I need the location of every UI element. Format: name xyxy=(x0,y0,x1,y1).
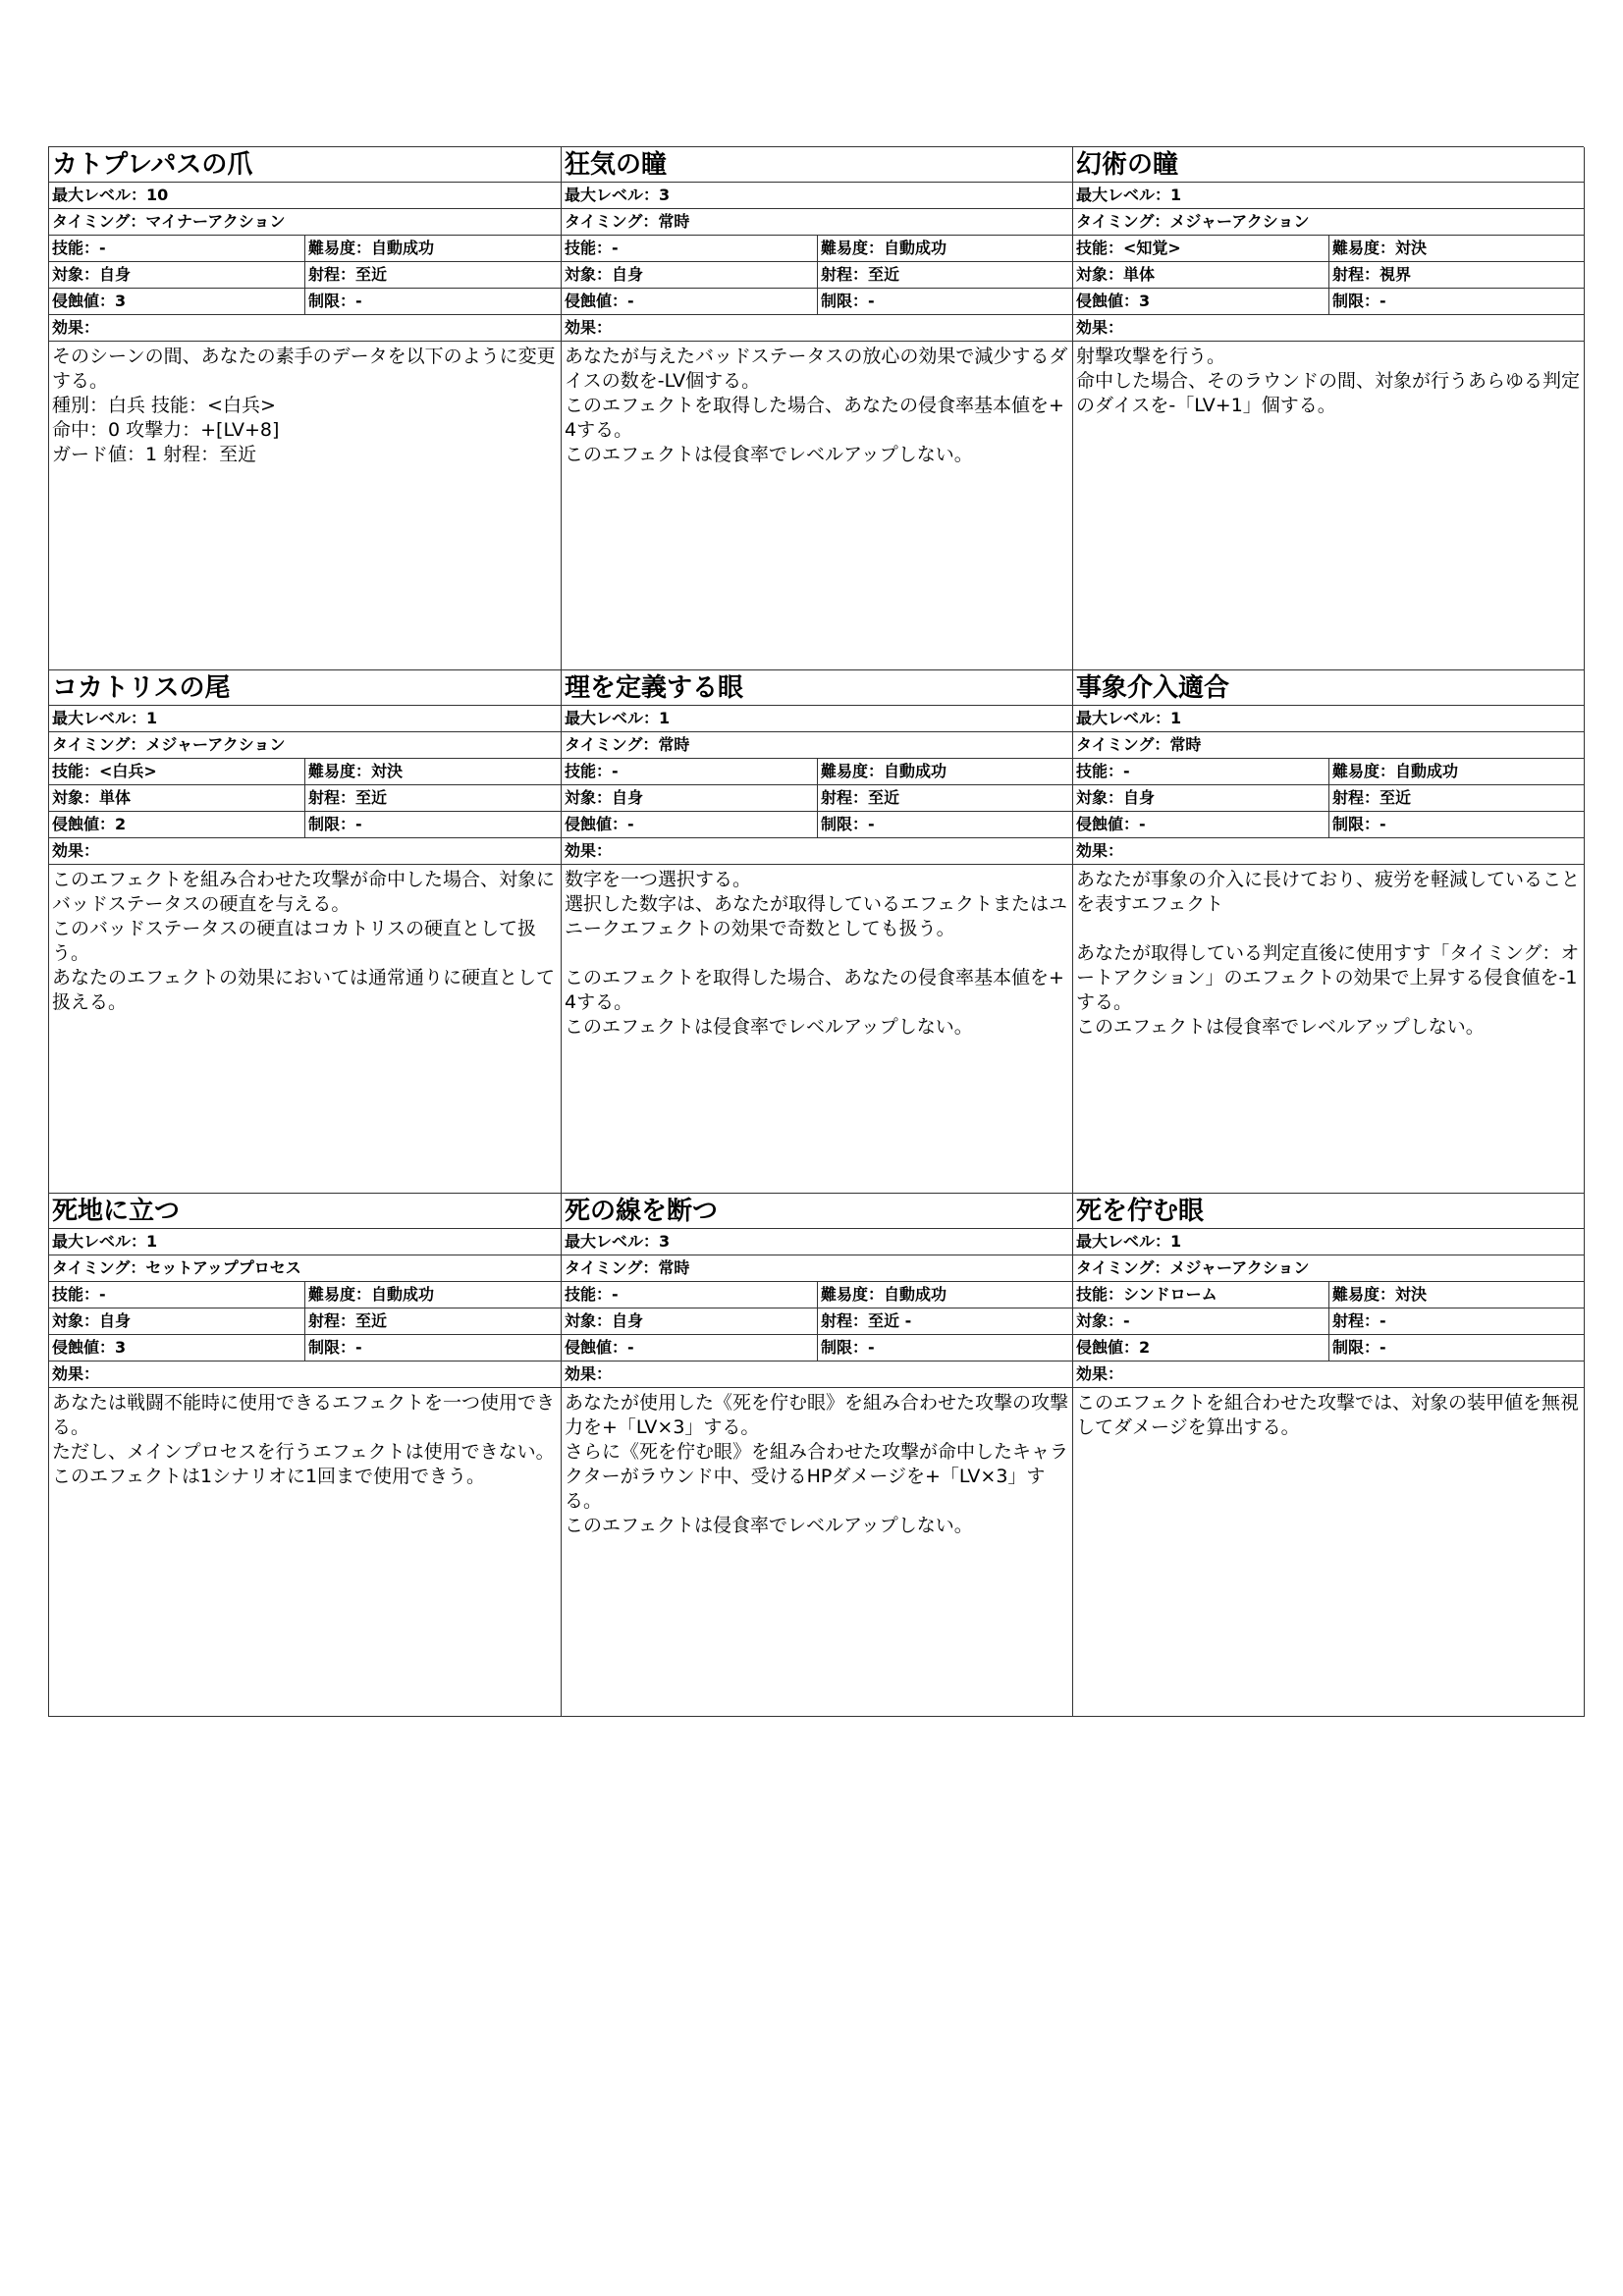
difficulty-value: 自動成功 xyxy=(884,762,947,780)
effect-header-row xyxy=(562,1362,1072,1388)
skill-value: <白兵> xyxy=(99,762,157,780)
target-value: 自身 xyxy=(612,265,644,284)
limit-label: 制限： xyxy=(821,1338,869,1357)
max-level-row xyxy=(49,1229,561,1255)
erosion-value: - xyxy=(627,815,634,833)
skill-difficulty-row xyxy=(49,1282,561,1308)
erosion-label: 侵蝕値： xyxy=(565,815,628,833)
difficulty-value: 自動成功 xyxy=(371,1285,435,1304)
max-level-row xyxy=(49,183,561,209)
target-cell xyxy=(562,1308,818,1334)
effect-label: 効果： xyxy=(1076,318,1124,337)
timing-value: 常時 xyxy=(658,735,690,754)
erosion-cell xyxy=(562,1335,818,1361)
erosion-cell xyxy=(1073,812,1329,837)
difficulty-cell xyxy=(818,1282,1072,1308)
skill-label: 技能： xyxy=(52,1285,100,1304)
difficulty-value: 自動成功 xyxy=(884,1285,947,1304)
limit-value: - xyxy=(355,292,362,310)
skill-label: 技能： xyxy=(1076,239,1124,257)
target-range-row xyxy=(49,1308,561,1335)
range-cell xyxy=(1329,785,1584,811)
skill-value: シンドローム xyxy=(1123,1285,1217,1304)
max-level-value: 1 xyxy=(1170,709,1182,727)
timing-row xyxy=(49,732,561,759)
target-label: 対象： xyxy=(1076,265,1124,284)
skill-cell xyxy=(49,1282,305,1308)
difficulty-cell xyxy=(1329,759,1584,784)
max-level-label: 最大レベル： xyxy=(1076,186,1171,204)
max-level-value: 1 xyxy=(1170,1232,1182,1251)
target-value: 自身 xyxy=(612,1311,644,1330)
max-level-row xyxy=(562,183,1072,209)
range-cell xyxy=(818,262,1072,288)
skill-difficulty-row xyxy=(562,1282,1072,1308)
target-label: 対象： xyxy=(565,265,613,284)
erosion-value: 3 xyxy=(1139,292,1151,310)
effect-text: このエフェクトを組合わせた攻撃では、対象の装甲値を無視してダメージを算出する。 xyxy=(1076,1392,1580,1438)
effect-header-row xyxy=(1073,838,1584,865)
effect-title: コカトリスの尾 xyxy=(49,670,561,706)
difficulty-cell xyxy=(305,1282,561,1308)
difficulty-cell xyxy=(818,759,1072,784)
max-level-row xyxy=(1073,706,1584,732)
difficulty-cell xyxy=(305,236,561,261)
erosion-limit-row xyxy=(49,1335,561,1362)
skill-difficulty-row xyxy=(562,759,1072,785)
erosion-cell xyxy=(49,289,305,314)
target-label: 対象： xyxy=(565,1311,613,1330)
skill-label: 技能： xyxy=(565,1285,613,1304)
difficulty-cell xyxy=(818,236,1072,261)
erosion-limit-row xyxy=(562,1335,1072,1362)
range-value: - xyxy=(1380,1311,1386,1330)
range-cell xyxy=(818,1308,1072,1334)
difficulty-value: 対決 xyxy=(371,762,404,780)
skill-value: - xyxy=(612,1285,619,1304)
skill-cell xyxy=(1073,1282,1329,1308)
skill-label: 技能： xyxy=(52,762,100,780)
target-cell xyxy=(1073,262,1329,288)
erosion-value: 2 xyxy=(1139,1338,1151,1357)
timing-value: 常時 xyxy=(658,212,690,231)
range-label: 射程： xyxy=(308,265,356,284)
difficulty-value: 対決 xyxy=(1395,1285,1428,1304)
effect-text: 射撃攻撃を行う。 命中した場合、そのラウンドの間、対象が行うあらゆる判定のダイスを-「LV+1」個する。 xyxy=(1076,346,1581,416)
effect-label: 効果： xyxy=(1076,841,1124,860)
erosion-cell xyxy=(49,812,305,837)
target-cell xyxy=(49,262,305,288)
target-label: 対象： xyxy=(52,1311,100,1330)
timing-row xyxy=(562,209,1072,236)
limit-cell xyxy=(818,1335,1072,1361)
max-level-label: 最大レベル： xyxy=(1076,1232,1171,1251)
erosion-value: 2 xyxy=(115,815,127,833)
timing-value: 常時 xyxy=(658,1258,690,1277)
range-value: 至近 xyxy=(355,1311,388,1330)
erosion-label: 侵蝕値： xyxy=(52,1338,116,1357)
max-level-value: 1 xyxy=(146,709,158,727)
timing-label: タイミング： xyxy=(565,1258,659,1277)
effect-header-row xyxy=(49,1362,561,1388)
effect-header-row xyxy=(562,315,1072,342)
target-value: 自身 xyxy=(612,788,644,807)
erosion-value: 3 xyxy=(115,292,127,310)
target-value: 単体 xyxy=(1123,265,1156,284)
limit-label: 制限： xyxy=(308,292,356,310)
timing-row xyxy=(1073,732,1584,759)
range-label: 射程： xyxy=(821,788,869,807)
skill-label: 技能： xyxy=(52,239,100,257)
difficulty-label: 難易度： xyxy=(308,239,372,257)
range-label: 射程： xyxy=(821,1311,869,1330)
erosion-limit-row xyxy=(562,812,1072,838)
target-range-row xyxy=(562,262,1072,289)
range-value: 至近 - xyxy=(868,1311,912,1330)
effect-text: あなたが事象の介入に長けており、疲労を軽減していることを表すエフェクト あなたが取得している判定直後に使用すす「タイミング：オートアクション」のエフェクトの効果で上昇する侵食値を-1する。 このエフェクトは侵食率でレベルアップしない。 xyxy=(1076,869,1581,1038)
limit-cell xyxy=(818,289,1072,314)
effect-text: あなたは戦闘不能時に使用できるエフェクトを一つ使用できる。 ただし、メインプロセスを行うエフェクトは使用できない。 このエフェクトは1シナリオに1回まで使用できう。 xyxy=(52,1392,556,1487)
effect-title: カトプレパスの爪 xyxy=(49,147,561,183)
erosion-label: 侵蝕値： xyxy=(565,292,628,310)
timing-label: タイミング： xyxy=(1076,735,1170,754)
max-level-label: 最大レベル： xyxy=(565,709,660,727)
skill-cell xyxy=(1073,759,1329,784)
erosion-cell xyxy=(1073,1335,1329,1361)
target-label: 対象： xyxy=(52,265,100,284)
target-range-row xyxy=(1073,1308,1584,1335)
erosion-label: 侵蝕値： xyxy=(52,815,116,833)
skill-cell xyxy=(1073,236,1329,261)
range-value: 至近 xyxy=(355,265,388,284)
target-label: 対象： xyxy=(565,788,613,807)
erosion-cell xyxy=(562,812,818,837)
target-cell xyxy=(562,262,818,288)
skill-difficulty-row xyxy=(1073,759,1584,785)
limit-cell xyxy=(305,812,561,837)
effect-card-4 xyxy=(49,670,562,1194)
skill-cell xyxy=(49,759,305,784)
erosion-label: 侵蝕値： xyxy=(52,292,116,310)
effect-header-row xyxy=(1073,315,1584,342)
target-range-row xyxy=(49,262,561,289)
skill-difficulty-row xyxy=(1073,236,1584,262)
effect-text: そのシーンの間、あなたの素手のデータを以下のように変更する。 種別：白兵 技能：<白兵> 命中：0 攻撃力：+[LV+8] ガード値：1 射程：至近 xyxy=(52,346,556,465)
effect-label: 効果： xyxy=(565,318,613,337)
effect-title: 事象介入適合 xyxy=(1073,670,1584,706)
timing-row xyxy=(562,1255,1072,1282)
effect-label: 効果： xyxy=(52,318,100,337)
limit-cell xyxy=(818,812,1072,837)
timing-value: マイナーアクション xyxy=(145,212,286,231)
effect-label: 効果： xyxy=(52,1364,100,1383)
target-label: 対象： xyxy=(1076,1311,1124,1330)
effect-title: 死の線を断つ xyxy=(562,1194,1072,1229)
effect-card-2 xyxy=(562,147,1073,670)
erosion-value: - xyxy=(1139,815,1146,833)
effect-header-row xyxy=(49,315,561,342)
limit-label: 制限： xyxy=(308,815,356,833)
max-level-value: 3 xyxy=(659,1232,671,1251)
erosion-limit-row xyxy=(1073,1335,1584,1362)
erosion-limit-row xyxy=(1073,289,1584,315)
limit-value: - xyxy=(868,815,875,833)
max-level-value: 1 xyxy=(659,709,671,727)
target-cell xyxy=(1073,785,1329,811)
target-value: 自身 xyxy=(99,265,132,284)
effect-label: 効果： xyxy=(1076,1364,1124,1383)
effect-header-row xyxy=(1073,1362,1584,1388)
target-cell xyxy=(562,785,818,811)
erosion-label: 侵蝕値： xyxy=(1076,815,1140,833)
max-level-label: 最大レベル： xyxy=(565,1232,660,1251)
difficulty-cell xyxy=(1329,236,1584,261)
range-label: 射程： xyxy=(1332,1311,1380,1330)
range-value: 至近 xyxy=(868,788,900,807)
timing-label: タイミング： xyxy=(52,735,146,754)
range-cell xyxy=(305,785,561,811)
effect-card-5 xyxy=(562,670,1073,1194)
limit-cell xyxy=(1329,289,1584,314)
range-label: 射程： xyxy=(821,265,869,284)
max-level-label: 最大レベル： xyxy=(52,1232,147,1251)
limit-value: - xyxy=(868,292,875,310)
erosion-cell xyxy=(562,289,818,314)
difficulty-value: 対決 xyxy=(1395,239,1428,257)
skill-difficulty-row xyxy=(1073,1282,1584,1308)
effect-card-9 xyxy=(1073,1194,1585,1717)
effect-header-row xyxy=(562,838,1072,865)
range-cell xyxy=(305,1308,561,1334)
range-label: 射程： xyxy=(308,788,356,807)
limit-value: - xyxy=(1380,1338,1386,1357)
difficulty-cell xyxy=(305,759,561,784)
range-label: 射程： xyxy=(308,1311,356,1330)
skill-value: - xyxy=(99,1285,106,1304)
timing-label: タイミング： xyxy=(565,212,659,231)
effect-title: 死を佇む眼 xyxy=(1073,1194,1584,1229)
timing-row xyxy=(562,732,1072,759)
skill-label: 技能： xyxy=(565,239,613,257)
difficulty-label: 難易度： xyxy=(821,762,885,780)
skill-difficulty-row xyxy=(49,236,561,262)
erosion-value: - xyxy=(627,292,634,310)
effect-label: 効果： xyxy=(565,841,613,860)
target-cell xyxy=(49,785,305,811)
range-value: 至近 xyxy=(1380,788,1412,807)
difficulty-label: 難易度： xyxy=(1332,1285,1396,1304)
max-level-value: 10 xyxy=(146,186,169,204)
max-level-row xyxy=(1073,183,1584,209)
range-cell xyxy=(1329,262,1584,288)
max-level-value: 1 xyxy=(146,1232,158,1251)
erosion-label: 侵蝕値： xyxy=(1076,292,1140,310)
limit-cell xyxy=(1329,1335,1584,1361)
effect-text: あなたが与えたバッドステータスの放心の効果で減少するダイスの数を-LV個する。 このエフェクトを取得した場合、あなたの侵食率基本値を+4する。 このエフェクトは侵食率でレベルアップしない。 xyxy=(565,346,1068,465)
limit-value: - xyxy=(1380,815,1386,833)
range-value: 視界 xyxy=(1380,265,1412,284)
erosion-label: 侵蝕値： xyxy=(1076,1338,1140,1357)
limit-cell xyxy=(305,1335,561,1361)
difficulty-value: 自動成功 xyxy=(884,239,947,257)
limit-label: 制限： xyxy=(821,815,869,833)
limit-label: 制限： xyxy=(308,1338,356,1357)
target-range-row xyxy=(1073,785,1584,812)
difficulty-label: 難易度： xyxy=(1332,239,1396,257)
limit-value: - xyxy=(868,1338,875,1357)
range-label: 射程： xyxy=(1332,788,1380,807)
range-cell xyxy=(818,785,1072,811)
range-value: 至近 xyxy=(868,265,900,284)
effect-card-grid xyxy=(48,146,1584,1717)
max-level-value: 3 xyxy=(659,186,671,204)
skill-value: - xyxy=(1123,762,1130,780)
range-cell xyxy=(305,262,561,288)
skill-label: 技能： xyxy=(1076,762,1124,780)
max-level-label: 最大レベル： xyxy=(1076,709,1171,727)
limit-label: 制限： xyxy=(1332,1338,1380,1357)
limit-value: - xyxy=(1380,292,1386,310)
erosion-limit-row xyxy=(562,289,1072,315)
limit-value: - xyxy=(355,815,362,833)
erosion-value: 3 xyxy=(115,1338,127,1357)
erosion-limit-row xyxy=(1073,812,1584,838)
timing-label: タイミング： xyxy=(1076,1258,1170,1277)
effect-title: 幻術の瞳 xyxy=(1073,147,1584,183)
range-value: 至近 xyxy=(355,788,388,807)
effect-card-6 xyxy=(1073,670,1585,1194)
difficulty-label: 難易度： xyxy=(821,239,885,257)
target-range-row xyxy=(562,785,1072,812)
timing-row xyxy=(1073,1255,1584,1282)
max-level-label: 最大レベル： xyxy=(52,709,147,727)
timing-label: タイミング： xyxy=(52,212,146,231)
timing-value: メジャーアクション xyxy=(145,735,286,754)
limit-label: 制限： xyxy=(1332,815,1380,833)
timing-row xyxy=(49,1255,561,1282)
target-value: 単体 xyxy=(99,788,132,807)
timing-label: タイミング： xyxy=(52,1258,146,1277)
erosion-limit-row xyxy=(49,289,561,315)
skill-cell xyxy=(562,236,818,261)
max-level-row xyxy=(562,706,1072,732)
timing-value: セットアッププロセス xyxy=(145,1258,301,1277)
skill-cell xyxy=(562,759,818,784)
skill-label: 技能： xyxy=(565,762,613,780)
difficulty-value: 自動成功 xyxy=(371,239,435,257)
skill-value: - xyxy=(612,762,619,780)
difficulty-label: 難易度： xyxy=(1332,762,1396,780)
skill-difficulty-row xyxy=(562,236,1072,262)
target-range-row xyxy=(562,1308,1072,1335)
effect-label: 効果： xyxy=(52,841,100,860)
target-range-row xyxy=(1073,262,1584,289)
skill-difficulty-row xyxy=(49,759,561,785)
effect-header-row xyxy=(49,838,561,865)
effect-text: このエフェクトを組み合わせた攻撃が命中した場合、対象にバッドステータスの硬直を与える。 このバッドステータスの硬直はコカトリスの硬直として扱う。 あなたのエフェクトの効果においては通常通りに硬直として扱える。 xyxy=(52,869,556,1013)
skill-label: 技能： xyxy=(1076,1285,1124,1304)
difficulty-label: 難易度： xyxy=(308,1285,372,1304)
max-level-row xyxy=(49,706,561,732)
skill-cell xyxy=(49,236,305,261)
erosion-limit-row xyxy=(49,812,561,838)
effect-card-1 xyxy=(49,147,562,670)
max-level-row xyxy=(1073,1229,1584,1255)
erosion-cell xyxy=(1073,289,1329,314)
target-range-row xyxy=(49,785,561,812)
difficulty-value: 自動成功 xyxy=(1395,762,1459,780)
skill-value: - xyxy=(99,239,106,257)
target-label: 対象： xyxy=(52,788,100,807)
timing-label: タイミング： xyxy=(565,735,659,754)
range-cell xyxy=(1329,1308,1584,1334)
limit-label: 制限： xyxy=(821,292,869,310)
skill-value: - xyxy=(612,239,619,257)
target-value: 自身 xyxy=(1123,788,1156,807)
effect-card-3 xyxy=(1073,147,1585,670)
effect-title: 狂気の瞳 xyxy=(562,147,1072,183)
limit-label: 制限： xyxy=(1332,292,1380,310)
timing-value: 常時 xyxy=(1169,735,1202,754)
difficulty-cell xyxy=(1329,1282,1584,1308)
difficulty-label: 難易度： xyxy=(821,1285,885,1304)
effect-text: 数字を一つ選択する。 選択した数字は、あなたが取得しているエフェクトまたはユニークエフェクトの効果で奇数としても扱う。 このエフェクトを取得した場合、あなたの侵食率基本値を+4する。 このエフェクトは侵食率でレベルアップしない。 xyxy=(565,869,1068,1038)
erosion-label: 侵蝕値： xyxy=(565,1338,628,1357)
effect-card-7 xyxy=(49,1194,562,1717)
target-label: 対象： xyxy=(1076,788,1124,807)
effect-title: 理を定義する眼 xyxy=(562,670,1072,706)
limit-cell xyxy=(305,289,561,314)
max-level-value: 1 xyxy=(1170,186,1182,204)
max-level-label: 最大レベル： xyxy=(52,186,147,204)
max-level-label: 最大レベル： xyxy=(565,186,660,204)
difficulty-label: 難易度： xyxy=(308,762,372,780)
effect-label: 効果： xyxy=(565,1364,613,1383)
timing-row xyxy=(1073,209,1584,236)
skill-cell xyxy=(562,1282,818,1308)
target-cell xyxy=(49,1308,305,1334)
limit-value: - xyxy=(355,1338,362,1357)
timing-value: メジャーアクション xyxy=(1169,212,1310,231)
erosion-cell xyxy=(49,1335,305,1361)
target-value: 自身 xyxy=(99,1311,132,1330)
limit-cell xyxy=(1329,812,1584,837)
target-value: - xyxy=(1123,1311,1130,1330)
target-cell xyxy=(1073,1308,1329,1334)
skill-value: <知覚> xyxy=(1123,239,1181,257)
effect-title: 死地に立つ xyxy=(49,1194,561,1229)
timing-value: メジャーアクション xyxy=(1169,1258,1310,1277)
erosion-value: - xyxy=(627,1338,634,1357)
max-level-row xyxy=(562,1229,1072,1255)
timing-label: タイミング： xyxy=(1076,212,1170,231)
range-label: 射程： xyxy=(1332,265,1380,284)
timing-row xyxy=(49,209,561,236)
effect-card-8 xyxy=(562,1194,1073,1717)
effect-text: あなたが使用した《死を佇む眼》を組み合わせた攻撃の攻撃力を+「LV×3」する。 さらに《死を佇む眼》を組み合わせた攻撃が命中したキャラクターがラウンド中、受けるHPダメージを+「LV×3」する。 このエフェクトは侵食率でレベルアップしない。 xyxy=(565,1392,1069,1536)
